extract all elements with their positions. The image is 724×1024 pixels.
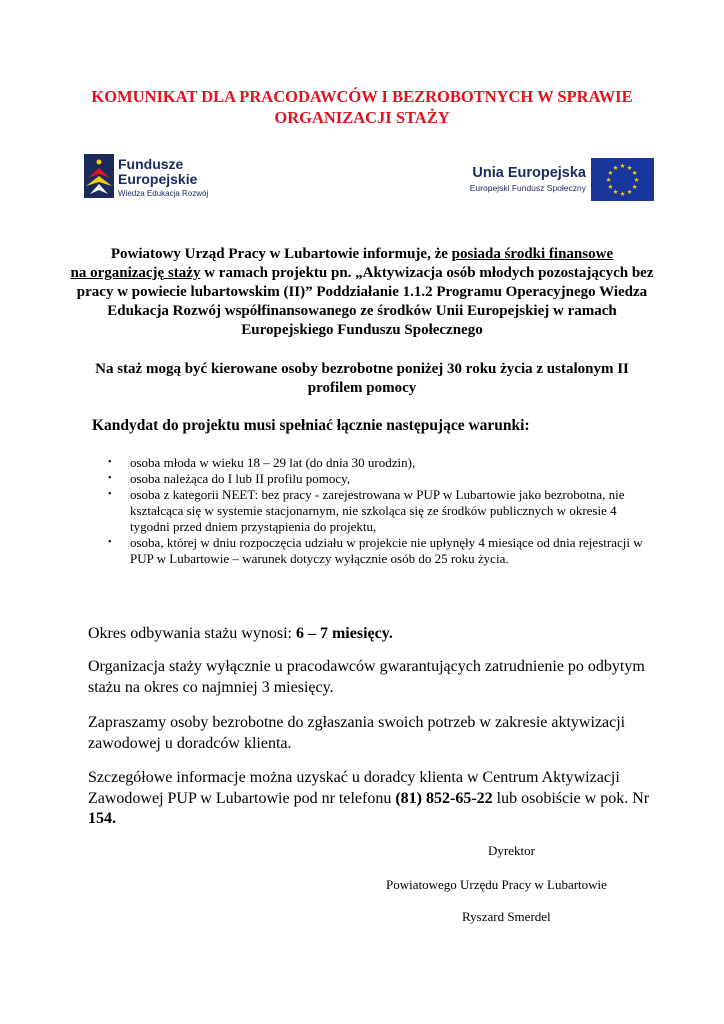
- condition-text: osoba z kategorii NEET: bez pracy - zarejestrowana w PUP w Lubartowie jako bezrobotna, nie kształcąca się w systemie stacjonarnym, nie szkoląca się ze środków publicznych w okresie 4 tygodni przed dniem przystąpienia do projektu,: [130, 487, 625, 534]
- list-item: [108, 455, 648, 471]
- period-paragraph: [88, 624, 658, 645]
- ue-line-2: Europejski Fundusz Społeczny: [469, 183, 586, 193]
- title-line-2: ORGANIZACJI STAŻY: [274, 108, 450, 127]
- eu-star-icon: ★: [619, 191, 626, 198]
- conditions-list: [108, 455, 648, 567]
- eu-flag-icon: [591, 158, 654, 201]
- fundusze-europejskie-icon: [84, 154, 114, 198]
- list-item: [108, 487, 648, 535]
- eu-star-icon: ★: [631, 170, 638, 177]
- fe-line-2: Europejskie: [118, 171, 198, 187]
- eu-star-icon: ★: [619, 163, 626, 170]
- period-text: Okres odbywania stażu wynosi:: [88, 625, 296, 642]
- intro-underlined-1: posiada środki finansowe: [451, 246, 614, 262]
- unia-europejska-wordmark: [446, 165, 586, 194]
- fe-line-1: Fundusze: [118, 156, 184, 172]
- eu-star-icon: ★: [612, 164, 619, 172]
- fundusze-europejskie-logo: [84, 154, 244, 202]
- invitation-paragraph: Zapraszamy osoby bezrobotne do zgłaszania swoich potrzeb w zakresie aktywizacji zawodowej u doradców klienta.: [88, 714, 626, 752]
- room-number: 154.: [88, 810, 116, 827]
- candidate-heading: Kandydat do projektu musi spełniać łącznie następujące warunki:: [92, 417, 530, 434]
- fundusze-europejskie-wordmark: [118, 157, 208, 200]
- bullet: •: [108, 457, 112, 468]
- bullet: •: [108, 489, 112, 500]
- list-item: [108, 471, 648, 487]
- ue-line-1: Unia Europejska: [472, 165, 586, 181]
- list-item: [108, 535, 648, 567]
- condition-text: osoba należąca do I lub II profilu pomocy,: [130, 471, 351, 486]
- eu-star-icon: ★: [631, 184, 638, 191]
- eu-star-icon: ★: [607, 184, 614, 191]
- intro-paragraph: [70, 245, 654, 340]
- document-title: [60, 86, 664, 128]
- intro-part-1: Powiatowy Urząd Pracy w Lubartowie informuje, że: [110, 246, 452, 262]
- eu-star-icon: ★: [612, 189, 619, 197]
- details-text-2: lub osobiście w pok. Nr: [492, 789, 650, 807]
- eu-star-icon: ★: [626, 164, 633, 172]
- staz-eligibility: Na staż mogą być kierowane osoby bezrobotne poniżej 30 roku życia z ustalonym II profilem pomocy: [95, 361, 629, 396]
- signature-name: Ryszard Smerdel: [462, 909, 551, 924]
- eu-star-icon: ★: [633, 177, 640, 184]
- organization-paragraph: Organizacja staży wyłącznie u pracodawców gwarantujących zatrudnienie po odbytym stażu na okres co najmniej 3 miesięcy.: [88, 658, 645, 696]
- details-text-1: Szczegółowe informacje można uzyskać u doradcy klienta w Centrum Aktywizacji Zawodowej PUP w Lubartowie pod nr telefonu: [88, 769, 620, 807]
- phone-number: (81) 852-65-22: [395, 789, 493, 807]
- eu-star-icon: ★: [607, 170, 614, 177]
- signature-office: Powiatowego Urzędu Pracy w Lubartowie: [386, 877, 607, 892]
- period-value: 6 – 7 miesięcy.: [295, 625, 393, 642]
- title-line-1: KOMUNIKAT DLA PRACODAWCÓW I BEZROBOTNYCH W SPRAWIE: [91, 87, 633, 106]
- condition-text: osoba młoda w wieku 18 – 29 lat (do dnia 30 urodzin),: [130, 455, 416, 470]
- intro-part-2: w ramach projektu pn. „Aktywizacja osób młodych pozostających bez pracy w powiecie lubartowskim (II)” Poddziałanie 1.1.2 Programu Operacyjnego Wiedza Edukacja Rozwój współfinansowanego ze środków Unii Europejskiej w ramach Europejskiego Funduszu Społecznego: [76, 265, 654, 338]
- bullet: •: [108, 537, 112, 548]
- intro-underlined-2: na organizację staży: [70, 265, 201, 281]
- bullet: •: [108, 473, 112, 484]
- condition-text: osoba, której w dniu rozpoczęcia udziału w projekcie nie upłynęły 4 miesiące od dnia rejestracji w PUP w Lubartowie – warunek dotyczy wyłącznie osób do 25 roku życia.: [130, 535, 643, 566]
- details-paragraph: [88, 768, 658, 830]
- signature-role: Dyrektor: [488, 843, 535, 858]
- eu-star-icon: ★: [605, 177, 612, 184]
- eu-star-icon: ★: [626, 189, 633, 197]
- fe-line-3: Wiedza Edukacja Rozwój: [118, 189, 209, 198]
